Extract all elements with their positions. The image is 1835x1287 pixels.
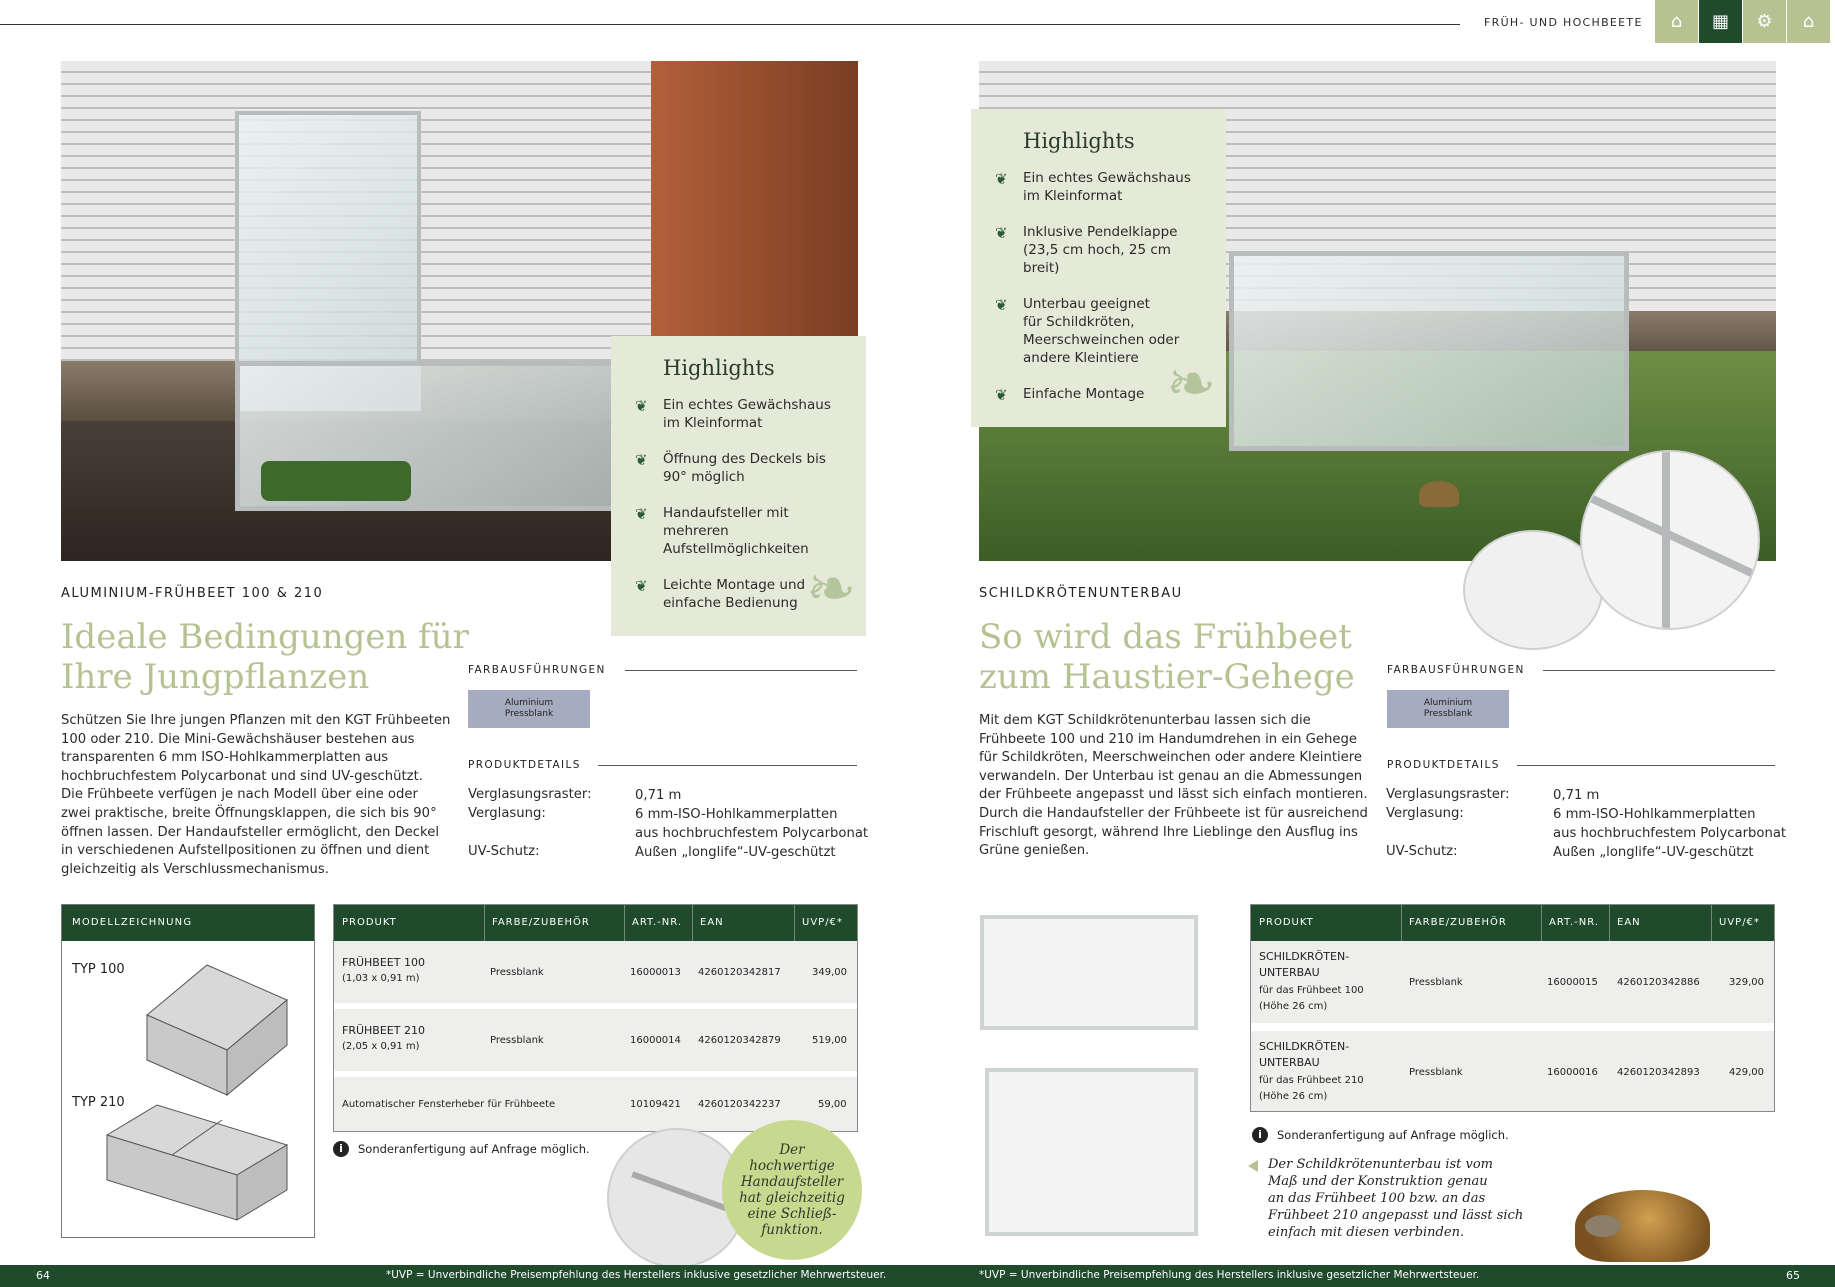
- leaf-icon: ❦: [635, 505, 648, 523]
- custom-note: Sonderanfertigung auf Anfrage möglich.: [1277, 1128, 1509, 1142]
- spec-label: Verglasungsraster:: [1386, 787, 1510, 802]
- colors-label: FARBAUSFÜHRUNGEN: [1387, 664, 1525, 676]
- highlight-item: ❦ Öffnung des Deckels bis 90° möglich: [635, 451, 826, 485]
- section-title: FRÜH- UND HOCHBEETE: [1484, 16, 1643, 29]
- arrow-left-icon: [1248, 1160, 1258, 1172]
- spec-value: 0,71 m: [635, 788, 682, 803]
- col-header: PRODUKT: [1259, 917, 1314, 928]
- spec-value: 0,71 m: [1553, 788, 1600, 803]
- divider: [1517, 765, 1775, 766]
- info-icon: i: [333, 1141, 349, 1157]
- highlight-item: ❦ Ein echtes Gewächshaus im Kleinformat: [995, 170, 1191, 204]
- spec-value: 6 mm-ISO-Hohlkammerplatten aus hochbruchfestem Polycarbonat: [1553, 807, 1787, 841]
- highlight-item: ❦ Handaufsteller mit mehreren Aufstellmöglichkeiten: [635, 505, 809, 557]
- product-photo-unterbau-210: [985, 1068, 1198, 1236]
- table-row[interactable]: FRÜHBEET 210 (2,05 x 0,91 m) Pressblank 16000014 4260120342879 519,00: [334, 1009, 857, 1071]
- typ210-drawing: [87, 1095, 317, 1235]
- col-header: FARBE/ZUBEHÖR: [492, 917, 590, 928]
- spec-value: Außen „longlife“-UV-geschützt: [635, 845, 836, 860]
- body-text: Schützen Sie Ihre jungen Pflanzen mit den KGT Frühbeeten 100 oder 210. Die Mini-Gewächshäuser bestehen aus transparenten 6 mm ISO-Hohlkammerplatten aus hochbruchfestem Polycarbonat und sind UV-geschützt. Die Frühbeete verfügen je nach Modell über eine oder zwei praktische, breite Öffnungsklappen, die sich bis 90° öffnen lassen. Der Handaufsteller ermöglicht, den Deckel in verschiedenen Aufstellpositionen zu öffnen und dient gleichzeitig als Verschlussmechanismus.: [61, 713, 451, 877]
- product-category: ALUMINIUM-FRÜHBEET 100 & 210: [61, 586, 324, 601]
- highlight-item: ❦ Ein echtes Gewächshaus im Kleinformat: [635, 397, 831, 431]
- product-photo-unterbau-100: [980, 915, 1198, 1030]
- table-header: [1251, 905, 1774, 941]
- product-category: SCHILDKRÖTENUNTERBAU: [979, 586, 1183, 601]
- table-row[interactable]: SCHILDKRÖTEN- UNTERBAU für das Frühbeet 210 (Höhe 26 cm) Pressblank 16000016 4260120342893 429,00: [1251, 1031, 1774, 1111]
- typ-label: TYP 100: [72, 962, 125, 977]
- tortoise-head: [1585, 1215, 1621, 1237]
- spec-value: Außen „longlife“-UV-geschützt: [1553, 845, 1754, 860]
- divider: [625, 670, 857, 671]
- raised-bed-icon[interactable]: ▦: [1699, 0, 1742, 43]
- spec-label: Verglasung:: [468, 806, 546, 821]
- col-header: ART.-NR.: [1549, 917, 1600, 928]
- info-icon: i: [1252, 1127, 1268, 1143]
- color-swatch[interactable]: Aluminium Pressblank: [468, 690, 590, 728]
- typ100-drawing: [87, 955, 317, 1105]
- leaf-icon: ❦: [635, 397, 648, 415]
- highlights-title: Highlights: [1023, 129, 1135, 153]
- divider: [1543, 670, 1775, 671]
- fern-decoration-icon: ❧: [806, 554, 857, 624]
- details-label: PRODUKTDETAILS: [1387, 759, 1500, 771]
- highlight-item: ❦ Unterbau geeignet für Schildkröten, Meerschweinchen oder andere Kleintiere: [995, 296, 1180, 366]
- footnote-left: *UVP = Unverbindliche Preisempfehlung des Herstellers inklusive gesetzlicher Mehrwertsteuer.: [386, 1269, 887, 1281]
- highlights-box-right: [971, 109, 1226, 427]
- leaf-icon: ❦: [635, 451, 648, 469]
- highlights-title: Highlights: [663, 356, 775, 380]
- body-text: Mit dem KGT Schildkrötenunterbau lassen sich die Frühbeete 100 und 210 im Handumdrehen in ein Gehege für Schildkröten, Meerschweinchen oder andere Kleintiere verwandeln. Der Unterbau ist genau an die Abmessungen der Frühbeete angepasst und lässt sich einfach montieren. Durch die Handaufsteller der Frühbeete ist für ausreichend Frischluft gesorgt, während Ihre Lieblinge den Ausflug ins Grüne genießen.: [979, 713, 1368, 859]
- colors-label: FARBAUSFÜHRUNGEN: [468, 664, 606, 676]
- spec-label: Verglasung:: [1386, 806, 1464, 821]
- page-number-left: 64: [36, 1269, 50, 1282]
- product-table-left: [333, 904, 858, 1132]
- table-row[interactable]: SCHILDKRÖTEN- UNTERBAU für das Frühbeet 100 (Höhe 26 cm) Pressblank 16000015 4260120342886 329,00: [1251, 941, 1774, 1023]
- highlight-item: ❦ Inklusive Pendelklappe (23,5 cm hoch, 25 cm breit): [995, 224, 1178, 276]
- table-header: [334, 905, 857, 941]
- highlight-item: ❦ Einfache Montage: [995, 386, 1145, 404]
- col-header: PRODUKT: [342, 917, 397, 928]
- col-header: UVP/€*: [1719, 917, 1760, 928]
- col-header: EAN: [1617, 917, 1641, 928]
- unterbau-callout: Der Schildkrötenunterbau ist vom Maß und der Konstruktion genau an das Frühbeet 100 bzw. an das Frühbeet 210 angepasst und lässt sich einfach mit diesen verbinden.: [1268, 1157, 1524, 1240]
- leaf-icon: ❦: [995, 296, 1008, 314]
- color-swatch[interactable]: Aluminium Pressblank: [1387, 690, 1509, 728]
- garage-icon[interactable]: ⌂: [1787, 0, 1830, 43]
- spec-value: 6 mm-ISO-Hohlkammerplatten aus hochbruchfestem Polycarbonat: [635, 807, 869, 841]
- page-number-right: 65: [1786, 1269, 1800, 1282]
- fern-decoration-icon: ❧: [1166, 349, 1217, 419]
- product-table-right: [1250, 904, 1775, 1112]
- footnote-right: *UVP = Unverbindliche Preisempfehlung des Herstellers inklusive gesetzlicher Mehrwertsteuer.: [979, 1269, 1480, 1281]
- footer-bar: [0, 1265, 1835, 1287]
- col-header: FARBE/ZUBEHÖR: [1409, 917, 1507, 928]
- model-drawing-box: [61, 904, 315, 1238]
- garden-tools-icon[interactable]: ⚙: [1743, 0, 1786, 43]
- highlight-item: ❦ Leichte Montage und einfache Bedienung: [635, 577, 806, 611]
- details-label: PRODUKTDETAILS: [468, 759, 581, 771]
- page-headline: So wird das Frühbeet zum Haustier-Gehege: [979, 617, 1355, 697]
- table-row[interactable]: FRÜHBEET 100 (1,03 x 0,91 m) Pressblank 16000013 4260120342817 349,00: [334, 941, 857, 1003]
- drawing-header: MODELLZEICHNUNG: [62, 905, 314, 941]
- typ-label: TYP 210: [72, 1095, 125, 1110]
- header-rule: [0, 24, 1460, 25]
- page-headline: Ideale Bedingungen für Ihre Jungpflanzen: [61, 617, 469, 697]
- greenhouse-icon[interactable]: ⌂: [1655, 0, 1698, 43]
- col-header: EAN: [700, 917, 724, 928]
- leaf-icon: ❦: [995, 386, 1008, 404]
- spec-label: UV-Schutz:: [1386, 844, 1458, 859]
- spec-label: Verglasungsraster:: [468, 787, 592, 802]
- detail-photo-corner: [1580, 450, 1760, 630]
- col-header: ART.-NR.: [632, 917, 683, 928]
- leaf-icon: ❦: [635, 577, 648, 595]
- spec-label: UV-Schutz:: [468, 844, 540, 859]
- handle-callout: Der hochwertige Handaufsteller hat gleichzeitig eine Schließ- funktion.: [722, 1120, 862, 1260]
- col-header: UVP/€*: [802, 917, 843, 928]
- custom-note: Sonderanfertigung auf Anfrage möglich.: [358, 1142, 590, 1156]
- leaf-icon: ❦: [995, 170, 1008, 188]
- highlights-box-left: [611, 336, 866, 636]
- table-row[interactable]: Automatischer Fensterheber für Frühbeete 10109421 4260120342237 59,00: [334, 1077, 857, 1131]
- leaf-icon: ❦: [995, 224, 1008, 242]
- divider: [598, 765, 857, 766]
